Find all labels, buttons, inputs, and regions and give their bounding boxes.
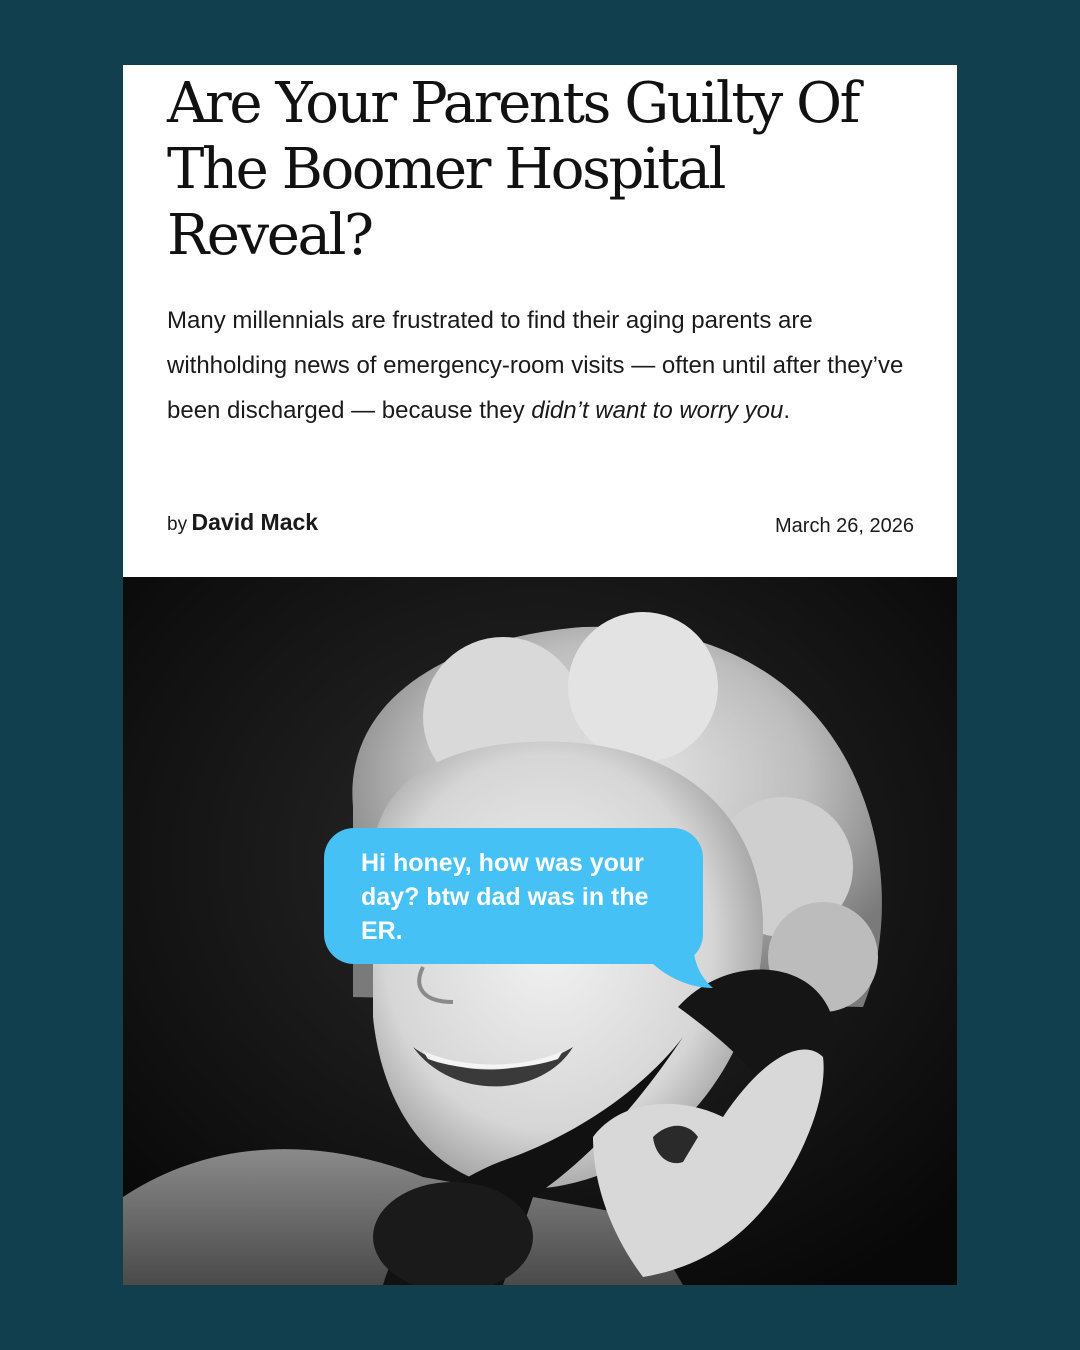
article-dek xyxy=(167,298,907,433)
publish-date: March 26, 2026 xyxy=(775,515,914,537)
message-bubble-tail xyxy=(653,942,713,992)
message-bubble xyxy=(324,828,703,964)
dek-tail: . xyxy=(783,397,791,424)
author-link[interactable]: David Mack xyxy=(191,509,319,535)
article-card xyxy=(123,65,957,1285)
dek-emphasis: didn’t want to worry you xyxy=(531,397,784,424)
message-text: Hi honey, how was your day? btw dad was in the ER. xyxy=(361,849,649,945)
byline-prefix: by xyxy=(167,514,188,535)
hero-image xyxy=(123,577,957,1285)
hair-curl xyxy=(568,612,718,762)
byline xyxy=(167,509,318,536)
dek-lead: Many millennials are frustrated to find their aging parents are withholding news of emergency-room visits — often until after they’ve been discharged — because they xyxy=(167,307,904,424)
article-header xyxy=(123,65,957,577)
article-headline: Are Your Parents Guilty Of The Boomer Hospital Reveal? xyxy=(167,71,858,268)
